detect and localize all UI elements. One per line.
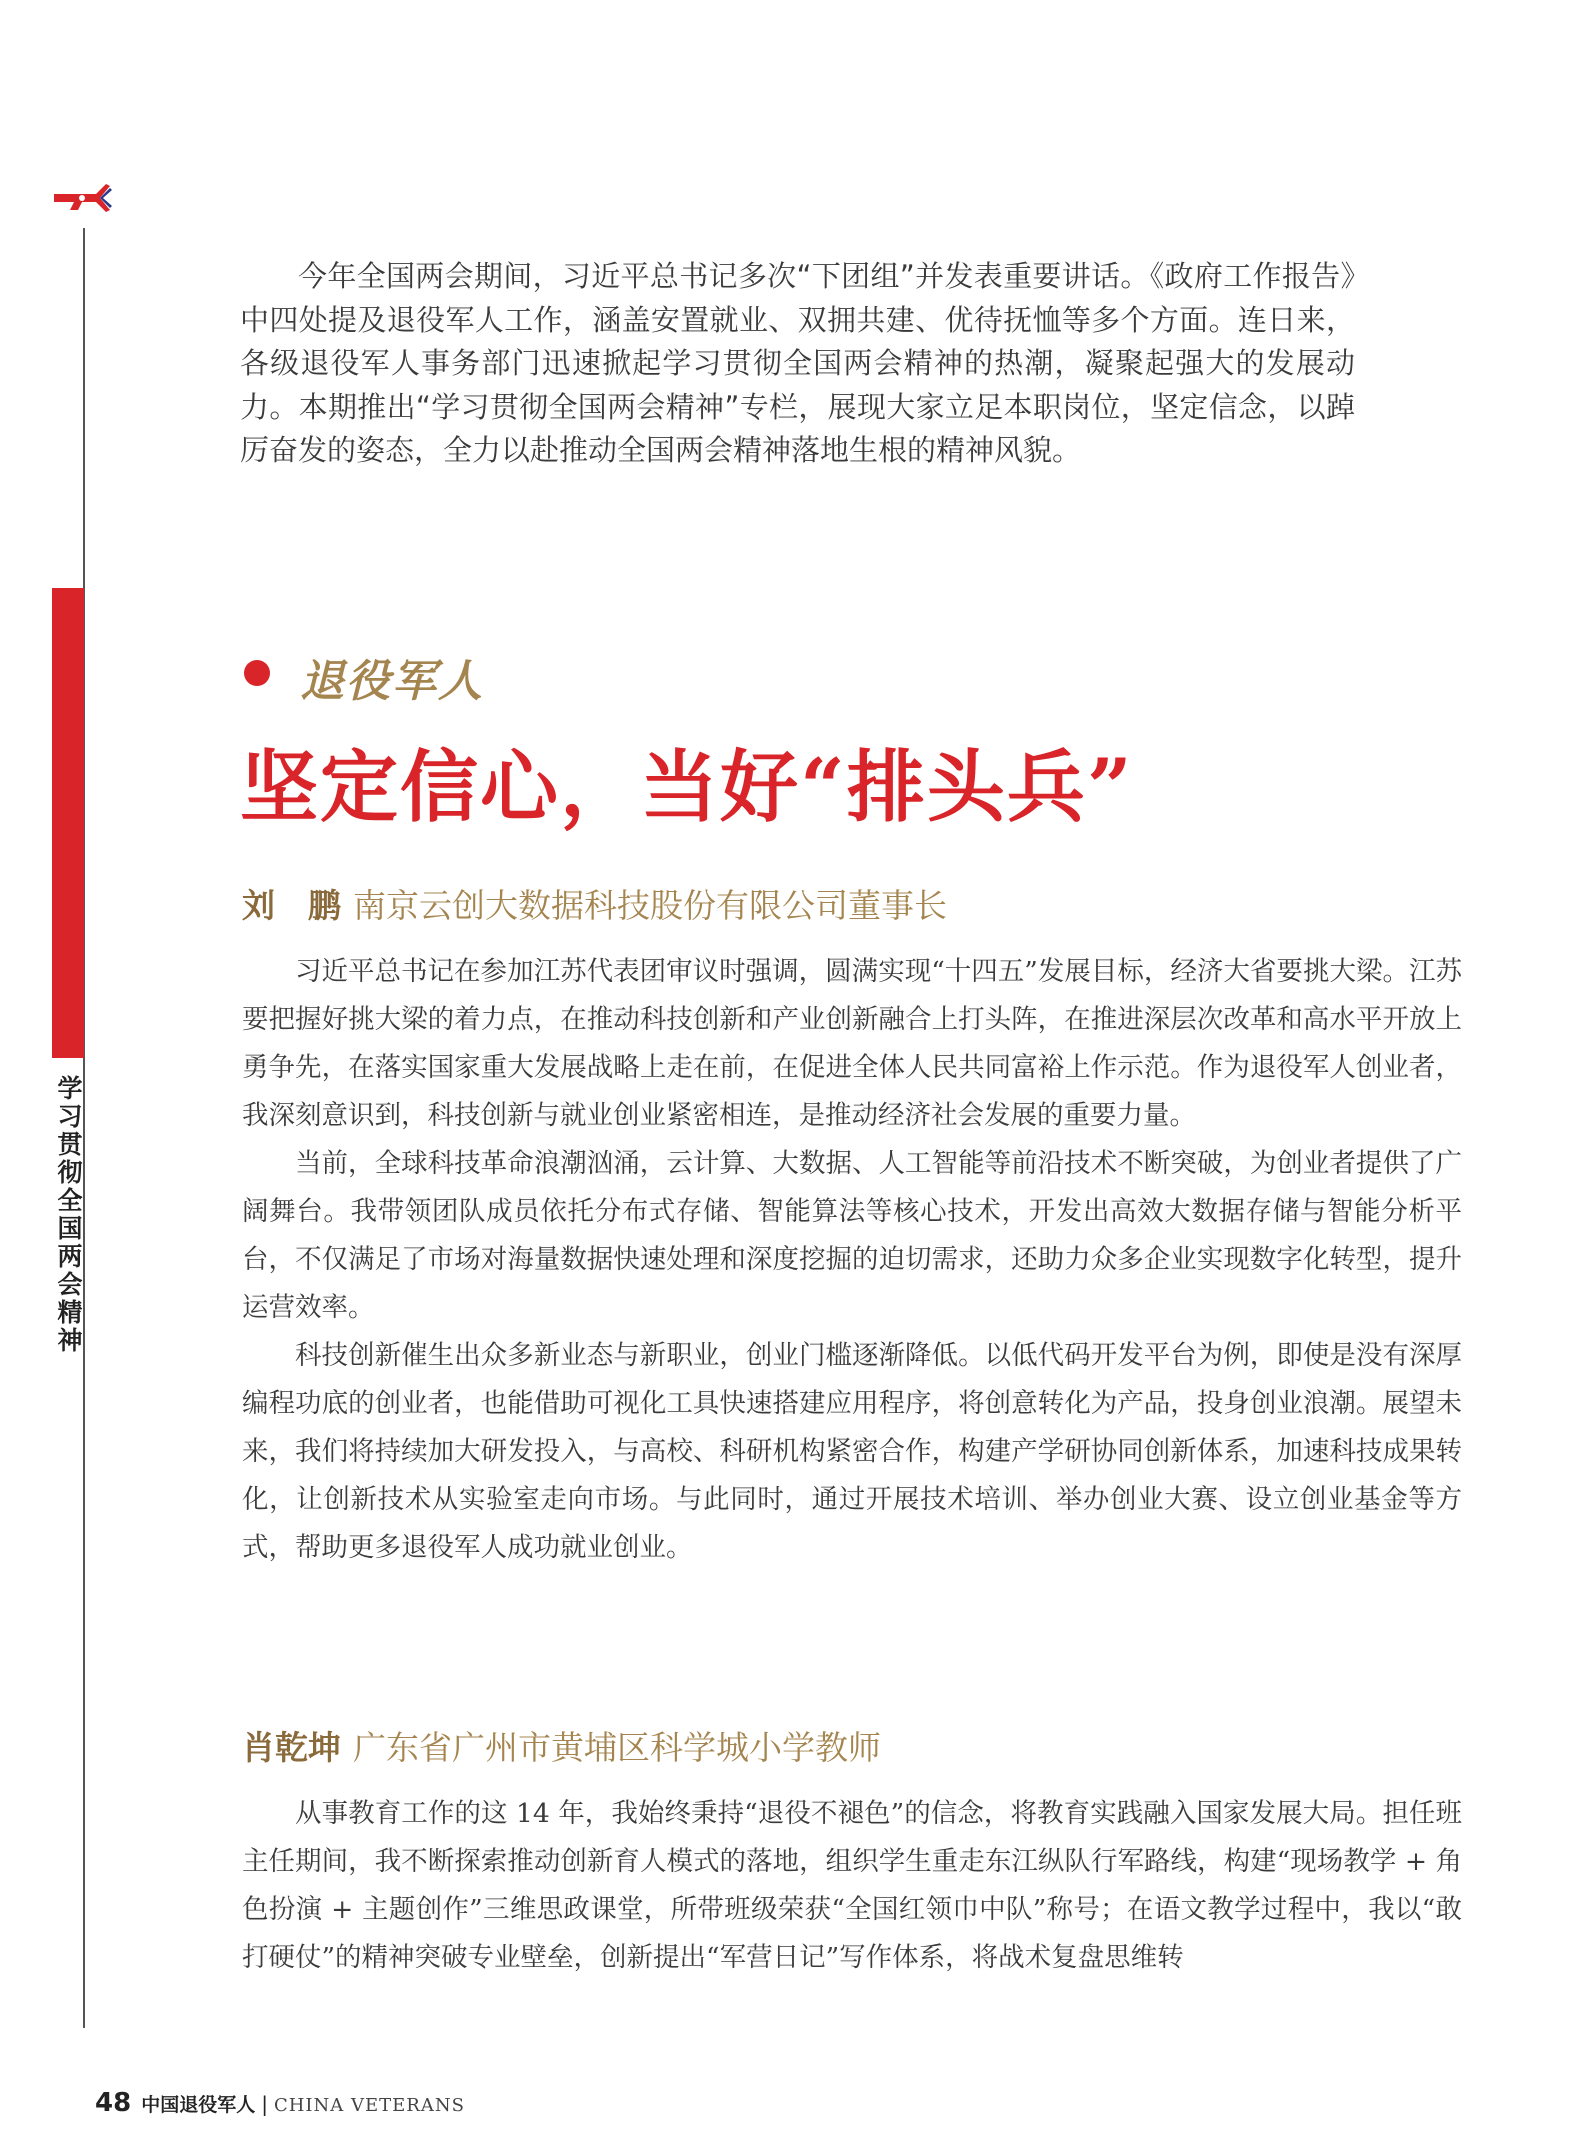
byline-xiao-qiankun: [242, 1722, 881, 1769]
intro-paragraph: 今年全国两会期间，习近平总书记多次“下团组”并发表重要讲话。《政府工作报告》中四处提及退役军人工作，涵盖安置就业、双拥共建、优待抚恤等多个方面。连日来，各级退役军人事务部门迅速掀起学习贯彻全国两会精神的热潮，凝聚起强大的发展动力。本期推出“学习贯彻全国两会精神”专栏，展现大家立足本职岗位，坚定信念，以踔厉奋发的姿态，全力以赴推动全国两会精神落地生根的精神风貌。: [240, 259, 1355, 467]
paragraph: 习近平总书记在参加江苏代表团审议时强调，圆满实现“十四五”发展目标，经济大省要挑大梁。江苏要把握好挑大梁的着力点，在推动科技创新和产业创新融合上打头阵，在推进深层次改革和高水平开放上勇争先，在落实国家重大发展战略上走在前，在促进全体人民共同富裕上作示范。作为退役军人创业者，我深刻意识到，科技创新与就业创业紧密相连，是推动经济社会发展的重要力量。: [242, 956, 1462, 1131]
column-label: 学习贯彻全国两会精神: [54, 1075, 83, 1355]
page-footer: [95, 2088, 465, 2118]
article-body-2: [242, 1790, 1462, 1982]
author-title: 南京云创大数据科技股份有限公司董事长: [353, 886, 947, 925]
section-kicker: 退役军人: [300, 656, 484, 707]
page-number: 48: [95, 2088, 132, 2118]
author-title: 广东省广州市黄埔区科学城小学教师: [353, 1728, 881, 1767]
page-title: 坚定信心，当好“排头兵”: [240, 742, 1134, 833]
magazine-name-en: CHINA VETERANS: [273, 2095, 465, 2116]
author-name: 刘 鹏: [242, 886, 341, 925]
paragraph: 科技创新催生出众多新业态与新职业，创业门槛逐渐降低。以低代码开发平台为例，即使是没有深厚编程功底的创业者，也能借助可视化工具快速搭建应用程序，将创意转化为产品，投身创业浪潮。展望未来，我们将持续加大研发投入，与高校、科研机构紧密合作，构建产学研协同创新体系，加速科技成果转化，让创新技术从实验室走向市场。与此同时，通过开展技术培训、举办创业大赛、设立创业基金等方式，帮助更多退役军人成功就业创业。: [242, 1340, 1462, 1563]
footer-separator: |: [261, 2092, 268, 2116]
author-name: 肖乾坤: [242, 1728, 341, 1767]
paragraph: 当前，全球科技革命浪潮汹涌，云计算、大数据、人工智能等前沿技术不断突破，为创业者提供了广阔舞台。我带领团队成员依托分布式存储、智能算法等核心技术，开发出高效大数据存储与智能分析平台，不仅满足了市场对海量数据快速处理和深度挖掘的迫切需求，还助力众多企业实现数字化转型，提升运营效率。: [242, 1148, 1462, 1323]
article-body-1: [242, 948, 1462, 1572]
kicker-bullet: [244, 660, 270, 686]
byline-liu-peng: [242, 880, 947, 927]
paragraph: 从事教育工作的这 14 年，我始终秉持“退役不褪色”的信念，将教育实践融入国家发展大局。担任班主任期间，我不断探索推动创新育人模式的落地，组织学生重走东江纵队行军路线，构建“现场教学 + 角色扮演 + 主题创作”三维思政课堂，所带班级荣获“全国红领巾中队”称号；在语文教学过程中，我以“敢打硬仗”的精神突破专业壁垒，创新提出“军营日记”写作体系，将战术复盘思维转: [242, 1798, 1462, 1973]
magazine-name: 中国退役军人: [141, 2094, 256, 2116]
magazine-logo: [52, 180, 112, 218]
spine-accent-bar: [52, 588, 84, 1058]
